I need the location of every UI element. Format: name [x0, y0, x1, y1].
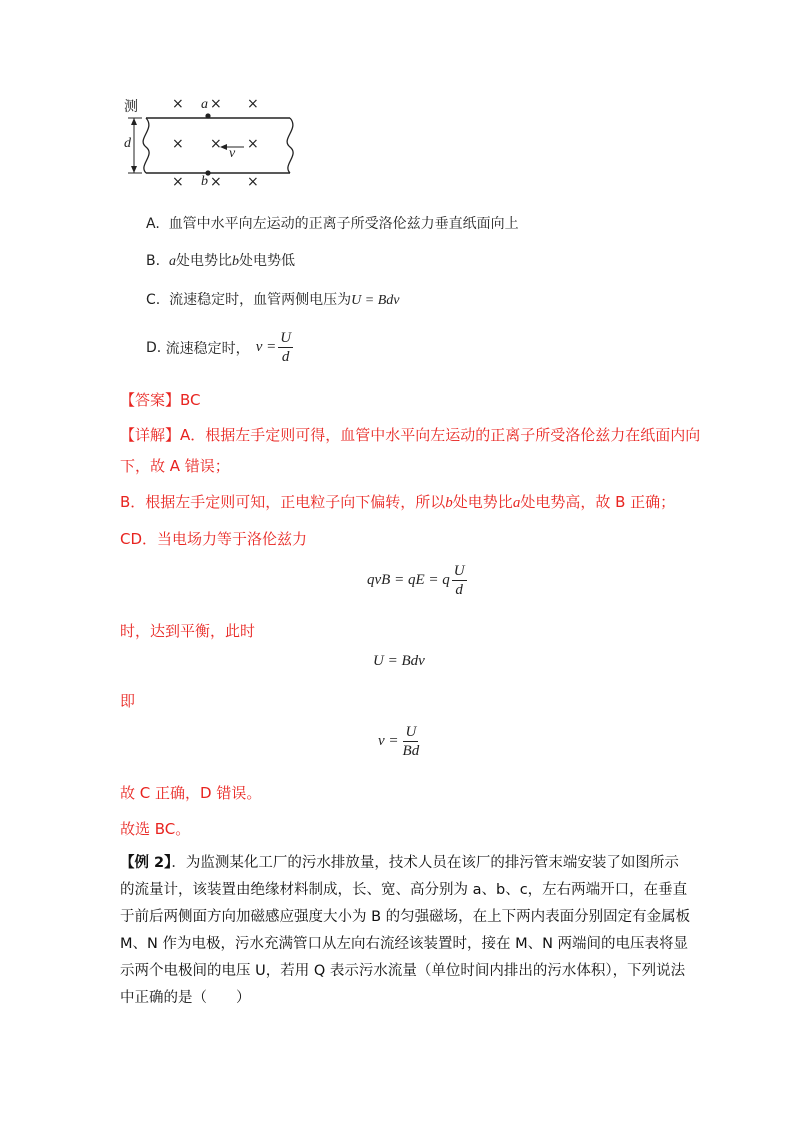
fraction-denominator: d — [455, 582, 463, 598]
example2-label: 【例 2】 — [120, 855, 172, 871]
option-var-a: a — [168, 254, 176, 269]
answer-label: 【答案】 — [120, 391, 181, 409]
explanation-var-b: b — [445, 495, 453, 511]
fraction-denominator: d — [281, 349, 290, 365]
cross-mark: × — [210, 136, 222, 152]
option-text: 血管中水平向左运动的正离子所受洛伦兹力垂直纸面向上 — [168, 216, 519, 232]
option-d — [146, 329, 295, 366]
equation-3 — [378, 723, 423, 760]
equation-lhs: v = — [378, 733, 399, 749]
option-text: 流速稳定时，血管两侧电压为 — [169, 292, 352, 308]
option-c — [146, 289, 399, 309]
option-text: 流速稳定时， — [165, 340, 250, 357]
option-letter: B. — [146, 253, 161, 269]
explanation-var-a: a — [512, 495, 521, 511]
answer-line — [120, 389, 201, 410]
cross-mark: × — [172, 96, 184, 112]
example2-line: 示两个电极间的电压 U，若用 Q 表示污水流量（单位时间内排出的污水体积），下列说法 — [120, 963, 686, 979]
explanation-b — [120, 491, 675, 512]
example2-line: M、N 作为电极，污水充满管口从左向右流经该装置时，接在 M、N 两端间的电压表将显 — [120, 936, 689, 952]
explanation-line-1 — [120, 424, 700, 445]
cross-mark: × — [172, 174, 184, 190]
cross-mark: × — [210, 96, 222, 112]
explanation-cd: CD．当电场力等于洛伦兹力 — [120, 530, 308, 548]
explanation-conclusion: 故 C 正确，D 错误。 — [120, 784, 262, 802]
example2-line — [120, 850, 680, 877]
example2-line: 中正确的是（ ） — [120, 990, 251, 1006]
equation-fraction — [452, 562, 467, 599]
figure-label-v: v — [229, 146, 236, 161]
explanation-text: B．根据左手定则可知，正电粒子向下偏转，所以 — [120, 493, 446, 511]
option-text: 处电势低 — [238, 253, 295, 269]
cross-mark: × — [210, 174, 222, 190]
figure-label-measure: 测 — [124, 99, 138, 115]
fraction-numerator: U — [405, 724, 417, 740]
fraction-numerator: U — [453, 563, 465, 579]
equation-2: U = Bdv — [373, 653, 425, 669]
option-formula: U = Bdv — [351, 293, 400, 308]
option-formula-lhs: v = — [255, 339, 277, 355]
answer-value: BC — [180, 391, 201, 409]
option-a — [146, 213, 519, 233]
option-var-b: b — [231, 254, 239, 269]
option-text: 处电势比 — [175, 253, 232, 269]
option-letter: C. — [146, 292, 161, 308]
explanation-line-2: 下，故 A 错误； — [120, 457, 230, 475]
cross-mark: × — [247, 174, 259, 190]
explanation-text: A．根据左手定则可得，血管中水平向左运动的正离子所受洛伦兹力在纸面内向 — [180, 426, 701, 444]
cross-mark: × — [247, 96, 259, 112]
equation-1 — [367, 562, 469, 599]
example2-line: 于前后两侧面方向加磁感应强度大小为 B 的匀强磁场，在上下两内表面分别固定有金属板 — [120, 909, 691, 925]
explanation-text: 处电势比 — [452, 493, 513, 511]
example2-line: 的流量计，该装置由绝缘材料制成，长、宽、高分别为 a、b、c，左右两端开口，在垂直 — [120, 882, 688, 898]
equation-fraction — [401, 723, 422, 760]
example2-text: ．为监测某化工厂的污水排放量，技术人员在该厂的排污管末端安装了如图所示 — [171, 855, 679, 871]
figure-label-a: a — [201, 97, 208, 112]
figure-label-d: d — [124, 136, 131, 151]
example2-paragraph — [120, 850, 691, 1012]
option-b — [146, 250, 295, 270]
option-formula-fraction — [278, 329, 293, 366]
explanation-balance: 时，达到平衡，此时 — [120, 622, 256, 640]
fraction-denominator: Bd — [402, 743, 420, 759]
explanation-choice: 故选 BC。 — [120, 820, 191, 838]
option-letter: A. — [146, 216, 160, 232]
cross-mark: × — [247, 136, 259, 152]
explanation-text: 处电势高，故 B 正确； — [520, 493, 676, 511]
figure-label-b: b — [201, 174, 208, 189]
explanation-label: 【详解】 — [120, 426, 181, 444]
explanation-ji: 即 — [120, 692, 136, 710]
option-letter: D. — [146, 339, 162, 356]
equation-lhs: qvB = qE = q — [367, 572, 450, 588]
cross-mark: × — [172, 136, 184, 152]
fraction-numerator: U — [280, 330, 292, 346]
